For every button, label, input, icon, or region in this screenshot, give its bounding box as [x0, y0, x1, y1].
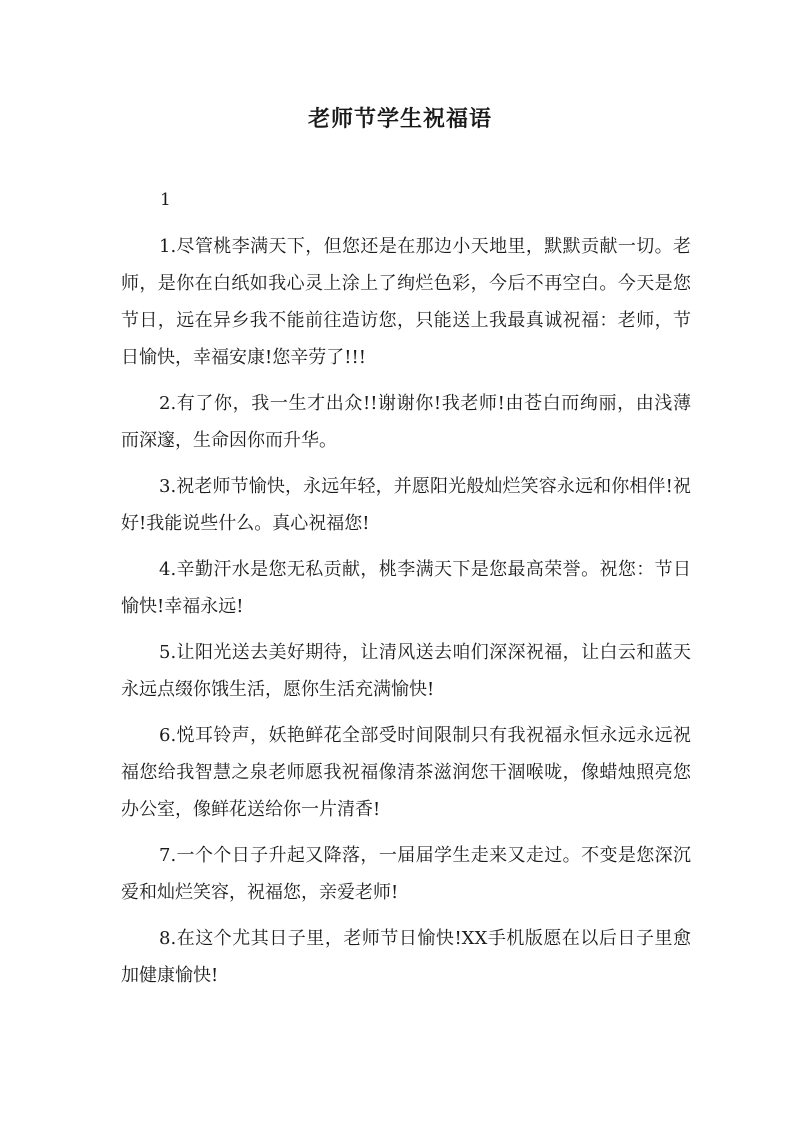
paragraph-6: 6.悦耳铃声，妖艳鲜花全部受时间限制只有我祝福永恒永远永远祝福您给我智慧之泉老师愿我祝福像清茶滋润您干涸喉咙，像蜡烛照亮您办公室，像鲜花送给你一片清香!: [121, 725, 691, 820]
paragraph-2: 2.有了你，我一生才出众!!谢谢你!我老师!由苍白而绚丽，由浅薄而深邃，生命因你而升华。: [121, 393, 691, 451]
paragraph-1: 1.尽管桃李满天下，但您还是在那边小天地里，默默贡献一切。老师，是你在白纸如我心灵上涂上了绚烂色彩，今后不再空白。今天是您节日，远在异乡我不能前往造访您，只能送上我最真诚祝福：老师，节日愉快，幸福安康!您辛劳了!!!: [121, 236, 691, 368]
paragraph-5: 5.让阳光送去美好期待，让清风送去咱们深深祝福，让白云和蓝天永远点缀你饿生活，愿你生活充满愉快!: [121, 642, 691, 700]
paragraph-3: 3.祝老师节愉快，永远年轻，并愿阳光般灿烂笑容永远和你相伴!祝好!我能说些什么。真心祝福您!: [121, 476, 691, 534]
paragraph-7: 7.一个个日子升起又降落，一届届学生走来又走过。不变是您深沉爱和灿烂笑容，祝福您，亲爱老师!: [121, 845, 691, 903]
page-title: 老师节学生祝福语: [307, 106, 492, 132]
paragraph-4: 4.辛勤汗水是您无私贡献，桃李满天下是您最高荣誉。祝您：节日愉快!幸福永远!: [121, 559, 691, 617]
document-body: [121, 228, 691, 1003]
paragraph-8: 8.在这个尤其日子里，老师节日愉快!XX手机版愿在以后日子里愈加健康愉快!: [121, 928, 691, 986]
section-number: 1: [160, 190, 171, 210]
